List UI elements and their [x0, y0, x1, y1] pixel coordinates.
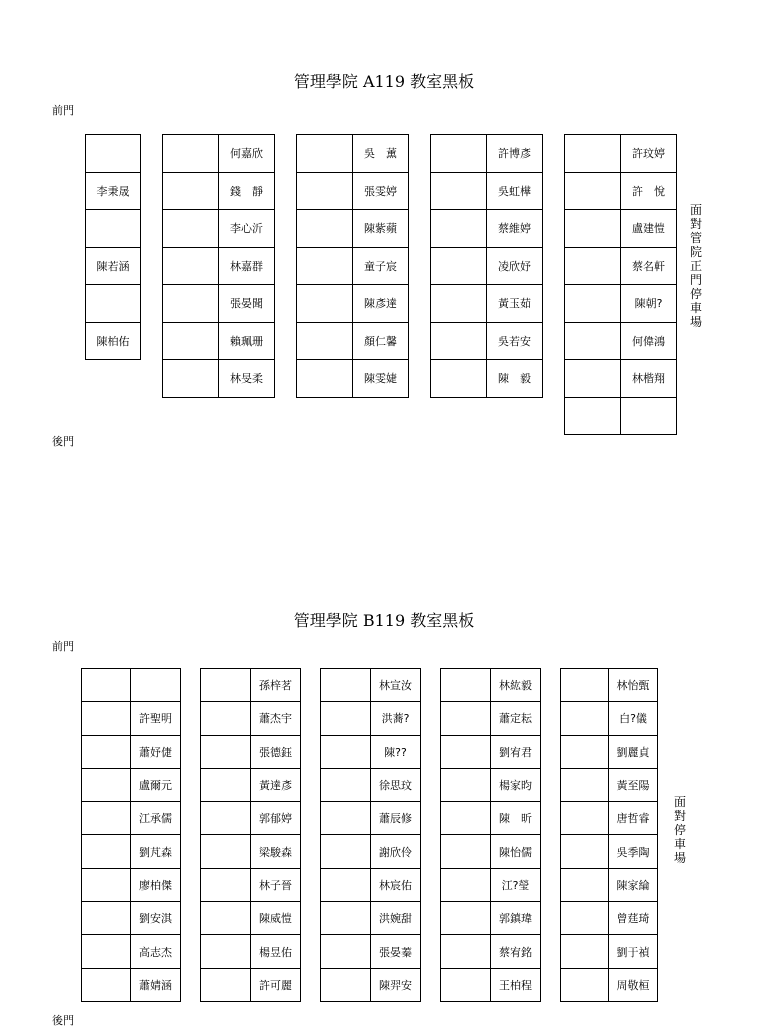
- side-note-char: 場: [673, 851, 686, 865]
- seat-cell: [163, 285, 219, 323]
- aisle-gap: [141, 210, 163, 248]
- aisle-gap: [541, 835, 561, 868]
- aisle-gap: [409, 397, 431, 435]
- seat-cell: 陳 毅: [487, 360, 543, 398]
- seat-cell: 蕭婧涵: [131, 968, 181, 1001]
- seat-cell: [561, 802, 609, 835]
- seat-cell: [82, 702, 131, 735]
- aisle-gap: [421, 835, 441, 868]
- seat-cell: [321, 768, 371, 801]
- seat-cell: 廖柏傑: [131, 868, 181, 901]
- aisle-gap: [141, 285, 163, 323]
- seat-cell: [441, 902, 491, 935]
- room-a-side-note: [689, 203, 703, 329]
- seat-cell: 江承儒: [131, 802, 181, 835]
- seat-cell: 黃達彥: [251, 768, 301, 801]
- seat-cell: 劉麗貞: [609, 735, 658, 768]
- seat-cell: 吳季陶: [609, 835, 658, 868]
- seat-cell: [565, 397, 621, 435]
- aisle-gap: [301, 868, 321, 901]
- seat-cell: 陳朝?: [621, 285, 677, 323]
- room-b-back-door-label: 後門: [52, 1014, 74, 1027]
- aisle-gap: [141, 397, 163, 435]
- aisle-gap: [301, 735, 321, 768]
- aisle-gap: [163, 397, 219, 435]
- side-note-char: 對: [689, 217, 702, 231]
- seat-cell: [163, 135, 219, 173]
- seat-cell: [441, 968, 491, 1001]
- seat-row: [86, 322, 677, 360]
- aisle-gap: [431, 397, 487, 435]
- seat-cell: [82, 968, 131, 1001]
- seat-cell: 陳紫蘋: [353, 210, 409, 248]
- seat-cell: [321, 902, 371, 935]
- seat-cell: [441, 702, 491, 735]
- seat-cell: 吳若安: [487, 322, 543, 360]
- aisle-gap: [275, 322, 297, 360]
- aisle-gap: [181, 935, 201, 968]
- seat-cell: 林紘毅: [491, 669, 541, 702]
- seat-cell: 黃玉茹: [487, 285, 543, 323]
- seat-cell: 江?瑩: [491, 868, 541, 901]
- aisle-gap: [275, 247, 297, 285]
- seat-cell: 凌欣妤: [487, 247, 543, 285]
- seat-cell: [201, 735, 251, 768]
- aisle-gap: [86, 397, 141, 435]
- side-note-char: 院: [689, 245, 702, 259]
- seat-cell: 劉安淇: [131, 902, 181, 935]
- seat-cell: [297, 360, 353, 398]
- seat-cell: 孫梓茗: [251, 669, 301, 702]
- seat-cell: 曾莛琦: [609, 902, 658, 935]
- seat-cell: [441, 835, 491, 868]
- seat-cell: [321, 669, 371, 702]
- seat-cell: [201, 935, 251, 968]
- aisle-gap: [181, 902, 201, 935]
- seat-cell: 蕭辰修: [371, 802, 421, 835]
- aisle-gap: [409, 247, 431, 285]
- seat-cell: 張晏蓁: [371, 935, 421, 968]
- seat-cell: 劉宥君: [491, 735, 541, 768]
- seat-cell: [82, 802, 131, 835]
- seat-cell: [163, 322, 219, 360]
- aisle-gap: [181, 868, 201, 901]
- seat-cell: 蕭杰宇: [251, 702, 301, 735]
- aisle-gap: [301, 835, 321, 868]
- seat-cell: 王柏程: [491, 968, 541, 1001]
- aisle-gap: [181, 802, 201, 835]
- side-note-char: 對: [673, 809, 686, 823]
- aisle-gap: [219, 397, 275, 435]
- seat-cell: [297, 322, 353, 360]
- aisle-gap: [181, 669, 201, 702]
- room-b-front-door-label: 前門: [52, 640, 74, 653]
- seat-row: [86, 135, 677, 173]
- seat-cell: [82, 835, 131, 868]
- seat-cell: 蔡維婷: [487, 210, 543, 248]
- seat-row: [82, 835, 658, 868]
- aisle-gap: [181, 735, 201, 768]
- seat-cell: 張德鈺: [251, 735, 301, 768]
- aisle-gap: [543, 397, 565, 435]
- aisle-gap: [409, 322, 431, 360]
- seat-cell: [82, 902, 131, 935]
- aisle-gap: [543, 322, 565, 360]
- aisle-gap: [301, 935, 321, 968]
- seat-cell: [86, 285, 141, 323]
- seat-cell: [561, 702, 609, 735]
- seat-cell: [321, 702, 371, 735]
- seat-cell: 蔡名軒: [621, 247, 677, 285]
- seat-cell: [201, 835, 251, 868]
- aisle-gap: [487, 397, 543, 435]
- seat-cell: 何嘉欣: [219, 135, 275, 173]
- side-note-char: 車: [673, 837, 686, 851]
- aisle-gap: [541, 902, 561, 935]
- aisle-gap: [421, 768, 441, 801]
- seat-cell: [297, 172, 353, 210]
- seat-cell: 林宣汝: [371, 669, 421, 702]
- aisle-gap: [275, 360, 297, 398]
- aisle-gap: [541, 768, 561, 801]
- seat-cell: 陳若涵: [86, 247, 141, 285]
- seat-cell: 林嘉群: [219, 247, 275, 285]
- seat-cell: [163, 210, 219, 248]
- seat-cell: [565, 210, 621, 248]
- side-note-char: 正: [689, 259, 702, 273]
- seat-cell: 吳虹樺: [487, 172, 543, 210]
- aisle-gap: [421, 802, 441, 835]
- aisle-gap: [86, 360, 141, 398]
- aisle-gap: [421, 702, 441, 735]
- seat-cell: 唐哲睿: [609, 802, 658, 835]
- side-note-char: 場: [689, 315, 702, 329]
- seat-cell: 李心沂: [219, 210, 275, 248]
- seat-cell: 許玟婷: [621, 135, 677, 173]
- seat-cell: [82, 735, 131, 768]
- aisle-gap: [275, 210, 297, 248]
- aisle-gap: [541, 935, 561, 968]
- seat-cell: [201, 968, 251, 1001]
- seat-cell: [131, 669, 181, 702]
- seat-cell: 梁駿森: [251, 835, 301, 868]
- aisle-gap: [541, 669, 561, 702]
- seat-cell: 陳柏佑: [86, 322, 141, 360]
- seat-cell: 陳怡儒: [491, 835, 541, 868]
- seat-cell: 蔡宥銘: [491, 935, 541, 968]
- seat-cell: 李秉晟: [86, 172, 141, 210]
- seat-cell: [201, 868, 251, 901]
- seat-row: [86, 360, 677, 398]
- seat-cell: [431, 360, 487, 398]
- seat-row: [82, 868, 658, 901]
- room-a-seating-chart: [85, 134, 677, 435]
- seat-cell: [82, 669, 131, 702]
- aisle-gap: [543, 360, 565, 398]
- aisle-gap: [181, 968, 201, 1001]
- seat-cell: [431, 135, 487, 173]
- aisle-gap: [301, 768, 321, 801]
- aisle-gap: [301, 669, 321, 702]
- seat-cell: 洪蕎?: [371, 702, 421, 735]
- aisle-gap: [181, 835, 201, 868]
- seat-cell: 陳??: [371, 735, 421, 768]
- seat-row: [86, 247, 677, 285]
- seat-cell: [297, 210, 353, 248]
- seat-cell: [82, 868, 131, 901]
- aisle-gap: [141, 135, 163, 173]
- aisle-gap: [421, 935, 441, 968]
- seat-cell: [321, 968, 371, 1001]
- seat-cell: [431, 210, 487, 248]
- aisle-gap: [421, 868, 441, 901]
- aisle-gap: [409, 172, 431, 210]
- seat-cell: 陳 昕: [491, 802, 541, 835]
- seat-cell: 林旻柔: [219, 360, 275, 398]
- side-note-char: 門: [689, 273, 702, 287]
- seat-cell: 劉芃森: [131, 835, 181, 868]
- seat-cell: [561, 669, 609, 702]
- aisle-gap: [409, 360, 431, 398]
- seat-cell: 許博彥: [487, 135, 543, 173]
- seat-cell: 吳 薰: [353, 135, 409, 173]
- seat-cell: 許 悅: [621, 172, 677, 210]
- aisle-gap: [541, 868, 561, 901]
- seat-cell: 徐思玟: [371, 768, 421, 801]
- seat-cell: 童子宸: [353, 247, 409, 285]
- seat-cell: [561, 935, 609, 968]
- seat-cell: 謝欣伶: [371, 835, 421, 868]
- seat-cell: [561, 835, 609, 868]
- aisle-gap: [181, 702, 201, 735]
- seat-cell: [431, 322, 487, 360]
- seat-cell: [163, 360, 219, 398]
- seat-cell: [441, 669, 491, 702]
- seat-cell: [561, 868, 609, 901]
- side-note-char: 停: [673, 823, 686, 837]
- seat-cell: 陳羿安: [371, 968, 421, 1001]
- aisle-gap: [421, 902, 441, 935]
- seat-cell: [565, 135, 621, 173]
- seat-cell: 郭郁婷: [251, 802, 301, 835]
- aisle-gap: [301, 968, 321, 1001]
- aisle-gap: [275, 397, 297, 435]
- seat-cell: 蕭妤倢: [131, 735, 181, 768]
- seat-cell: [321, 835, 371, 868]
- seat-row: [86, 397, 677, 435]
- seat-cell: [561, 968, 609, 1001]
- seat-row: [82, 669, 658, 702]
- seat-cell: [321, 868, 371, 901]
- seat-cell: [163, 172, 219, 210]
- seat-cell: [321, 735, 371, 768]
- seat-row: [86, 285, 677, 323]
- seat-cell: [82, 768, 131, 801]
- seat-cell: [431, 172, 487, 210]
- seat-cell: [297, 285, 353, 323]
- seat-cell: 何偉鴻: [621, 322, 677, 360]
- aisle-gap: [409, 285, 431, 323]
- room-b-seating-chart: [81, 668, 658, 1002]
- seat-cell: [565, 285, 621, 323]
- seat-cell: [441, 802, 491, 835]
- aisle-gap: [543, 210, 565, 248]
- seat-cell: [86, 135, 141, 173]
- seat-cell: [201, 669, 251, 702]
- seat-cell: 楊家昀: [491, 768, 541, 801]
- aisle-gap: [301, 702, 321, 735]
- seat-cell: 蕭定耘: [491, 702, 541, 735]
- seat-cell: [321, 802, 371, 835]
- seat-cell: [561, 768, 609, 801]
- side-note-char: 車: [689, 301, 702, 315]
- seat-row: [82, 935, 658, 968]
- seat-cell: 張晏聞: [219, 285, 275, 323]
- aisle-gap: [181, 768, 201, 801]
- seat-cell: 陳家綸: [609, 868, 658, 901]
- seat-cell: [297, 247, 353, 285]
- seat-cell: 白?儀: [609, 702, 658, 735]
- aisle-gap: [353, 397, 409, 435]
- aisle-gap: [543, 247, 565, 285]
- aisle-gap: [543, 135, 565, 173]
- aisle-gap: [541, 802, 561, 835]
- seat-cell: [565, 360, 621, 398]
- seat-cell: 郭鎮瑋: [491, 902, 541, 935]
- aisle-gap: [275, 285, 297, 323]
- side-note-char: 面: [689, 203, 702, 217]
- seat-cell: 黃至陽: [609, 768, 658, 801]
- aisle-gap: [275, 172, 297, 210]
- aisle-gap: [541, 702, 561, 735]
- aisle-gap: [543, 172, 565, 210]
- seat-cell: [86, 210, 141, 248]
- aisle-gap: [297, 397, 353, 435]
- seat-cell: 楊昱佑: [251, 935, 301, 968]
- seat-cell: 高志杰: [131, 935, 181, 968]
- seat-cell: 林宸佑: [371, 868, 421, 901]
- aisle-gap: [421, 968, 441, 1001]
- aisle-gap: [301, 802, 321, 835]
- seat-cell: [441, 768, 491, 801]
- seat-cell: 盧建愷: [621, 210, 677, 248]
- aisle-gap: [543, 285, 565, 323]
- aisle-gap: [301, 902, 321, 935]
- room-a-title: 管理學院 A119 教室黑板: [293, 72, 475, 91]
- seat-cell: [565, 172, 621, 210]
- aisle-gap: [141, 172, 163, 210]
- seat-cell: 陳威愷: [251, 902, 301, 935]
- aisle-gap: [141, 247, 163, 285]
- seat-row: [86, 172, 677, 210]
- seat-cell: 許聖明: [131, 702, 181, 735]
- seat-row: [82, 802, 658, 835]
- seat-cell: 賴珮珊: [219, 322, 275, 360]
- seat-row: [86, 210, 677, 248]
- seat-cell: 周敬桓: [609, 968, 658, 1001]
- aisle-gap: [141, 322, 163, 360]
- seat-cell: 林怡甄: [609, 669, 658, 702]
- aisle-gap: [141, 360, 163, 398]
- seat-cell: [201, 802, 251, 835]
- side-note-char: 管: [689, 231, 702, 245]
- seat-cell: 張雯婷: [353, 172, 409, 210]
- seat-cell: [431, 285, 487, 323]
- seat-row: [82, 702, 658, 735]
- seat-cell: [201, 768, 251, 801]
- seat-cell: [82, 935, 131, 968]
- aisle-gap: [421, 669, 441, 702]
- seat-cell: [163, 247, 219, 285]
- seat-cell: 洪婉甜: [371, 902, 421, 935]
- seat-cell: 林楷翔: [621, 360, 677, 398]
- seat-cell: 陳雯婕: [353, 360, 409, 398]
- seat-row: [82, 968, 658, 1001]
- seat-cell: 盧爾元: [131, 768, 181, 801]
- seat-cell: [201, 902, 251, 935]
- seat-cell: [431, 247, 487, 285]
- seat-cell: [561, 902, 609, 935]
- aisle-gap: [421, 735, 441, 768]
- side-note-char: 面: [673, 795, 686, 809]
- seat-cell: [441, 868, 491, 901]
- room-a-back-door-label: 後門: [52, 435, 74, 448]
- side-note-char: 停: [689, 287, 702, 301]
- seat-row: [82, 768, 658, 801]
- aisle-gap: [541, 735, 561, 768]
- aisle-gap: [275, 135, 297, 173]
- seat-cell: 許可麗: [251, 968, 301, 1001]
- room-b-side-note: [673, 795, 687, 865]
- seat-cell: [441, 735, 491, 768]
- seat-row: [82, 902, 658, 935]
- room-b-title: 管理學院 B119 教室黑板: [293, 611, 475, 630]
- seat-cell: 陳彥達: [353, 285, 409, 323]
- room-a-front-door-label: 前門: [52, 104, 74, 117]
- seat-cell: [441, 935, 491, 968]
- seat-cell: [201, 702, 251, 735]
- aisle-gap: [409, 210, 431, 248]
- seat-cell: [621, 397, 677, 435]
- seat-cell: [565, 322, 621, 360]
- seat-cell: [561, 735, 609, 768]
- seat-cell: 顏仁馨: [353, 322, 409, 360]
- seat-cell: [297, 135, 353, 173]
- aisle-gap: [409, 135, 431, 173]
- seat-cell: 林子晉: [251, 868, 301, 901]
- seat-cell: 錢 靜: [219, 172, 275, 210]
- seat-cell: 劉于禎: [609, 935, 658, 968]
- seat-cell: [565, 247, 621, 285]
- seat-cell: [321, 935, 371, 968]
- seat-row: [82, 735, 658, 768]
- aisle-gap: [541, 968, 561, 1001]
